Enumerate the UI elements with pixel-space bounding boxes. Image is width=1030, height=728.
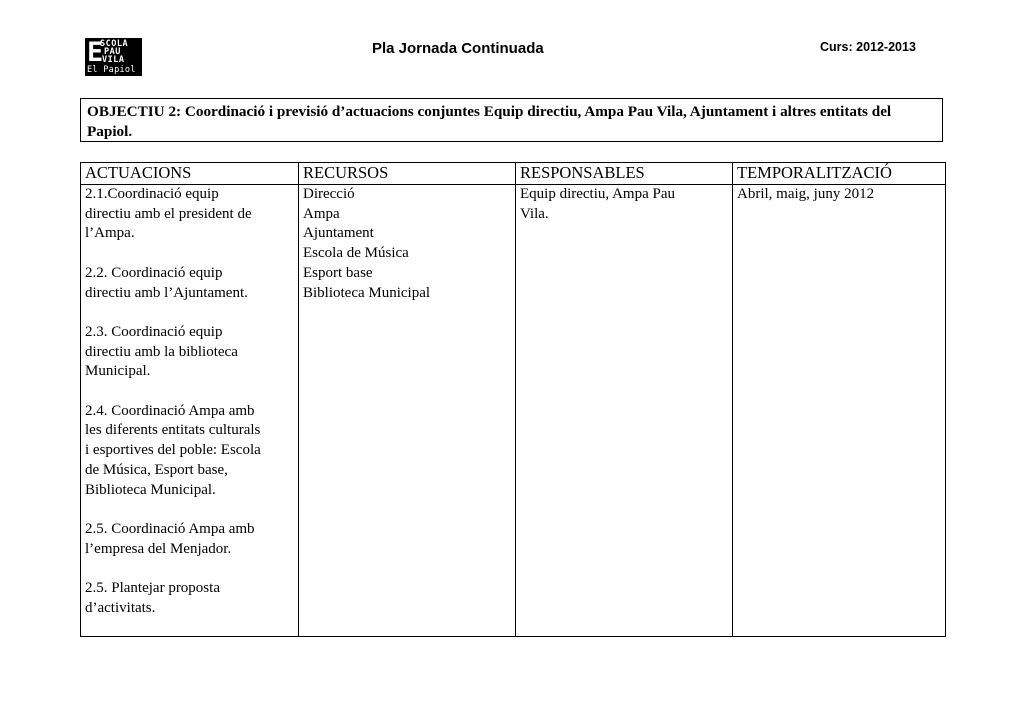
action-line: 2.5. Coordinació Ampa amb xyxy=(85,520,255,537)
action-line: l’Ampa. xyxy=(85,225,135,242)
responsible-line: Vila. xyxy=(520,205,549,222)
action-line: de Música, Esport base, xyxy=(85,461,228,478)
timing-line: Abril, maig, juny 2012 xyxy=(737,186,875,202)
action-line: i esportives del poble: Escola xyxy=(85,442,261,459)
resource-item: Esport base xyxy=(303,264,373,281)
action-item xyxy=(85,520,294,559)
action-item xyxy=(85,264,294,303)
table-header-row xyxy=(81,163,946,185)
cell-actuacions xyxy=(81,185,299,637)
action-line: 2.3. Coordinació equip xyxy=(85,323,223,340)
action-line: l’empresa del Menjador. xyxy=(85,540,232,557)
resource-item: Ampa xyxy=(303,205,340,222)
resource-item: Direcció xyxy=(303,186,355,202)
header-temporalitzacio: TEMPORALITZACIÓ xyxy=(733,163,946,185)
action-line: directiu amb el president de xyxy=(85,205,252,222)
resource-item: Ajuntament xyxy=(303,225,374,242)
course-year: Curs: 2012-2013 xyxy=(820,40,916,54)
logo-word-escola: SCOLA xyxy=(100,39,129,49)
action-line: les diferents entitats culturals xyxy=(85,422,261,439)
action-line: 2.5. Plantejar proposta xyxy=(85,579,220,596)
action-line: Biblioteca Municipal. xyxy=(85,481,216,498)
table-row xyxy=(81,185,946,637)
document-title: Pla Jornada Continuada xyxy=(372,40,544,57)
cell-recursos xyxy=(299,185,516,637)
action-item xyxy=(85,579,294,618)
logo-word-vila: VILA xyxy=(102,55,125,65)
action-item xyxy=(85,402,294,501)
actions-table xyxy=(80,162,946,637)
school-logo xyxy=(85,38,142,76)
logo-letter: E xyxy=(87,37,104,68)
action-line: 2.1.Coordinació equip xyxy=(85,186,219,202)
logo-word-pau: PAU xyxy=(104,47,121,57)
action-line: directiu amb l’Ajuntament. xyxy=(85,284,248,301)
header-responsables: RESPONSABLES xyxy=(516,163,733,185)
header-recursos: RECURSOS xyxy=(299,163,516,185)
action-line: 2.4. Coordinació Ampa amb xyxy=(85,402,255,419)
header-actuacions: ACTUACIONS xyxy=(81,163,299,185)
responsible-line: Equip directiu, Ampa Pau xyxy=(520,186,675,202)
resource-item: Escola de Música xyxy=(303,245,409,262)
cell-responsables xyxy=(516,185,733,637)
action-line: d’activitats. xyxy=(85,599,156,616)
action-line: Municipal. xyxy=(85,363,151,380)
objective-box: OBJECTIU 2: Coordinació i previsió d’actuacions conjuntes Equip directiu, Ampa Pau Vila, Ajuntament i altres entitats del Papiol. xyxy=(80,98,943,142)
action-item xyxy=(85,185,294,244)
action-line: directiu amb la biblioteca xyxy=(85,343,238,360)
resource-item: Biblioteca Municipal xyxy=(303,284,431,301)
cell-temporalitzacio xyxy=(733,185,946,637)
logo-word-papiol: El Papiol xyxy=(87,65,136,75)
action-line: 2.2. Coordinació equip xyxy=(85,264,223,281)
action-item xyxy=(85,323,294,382)
